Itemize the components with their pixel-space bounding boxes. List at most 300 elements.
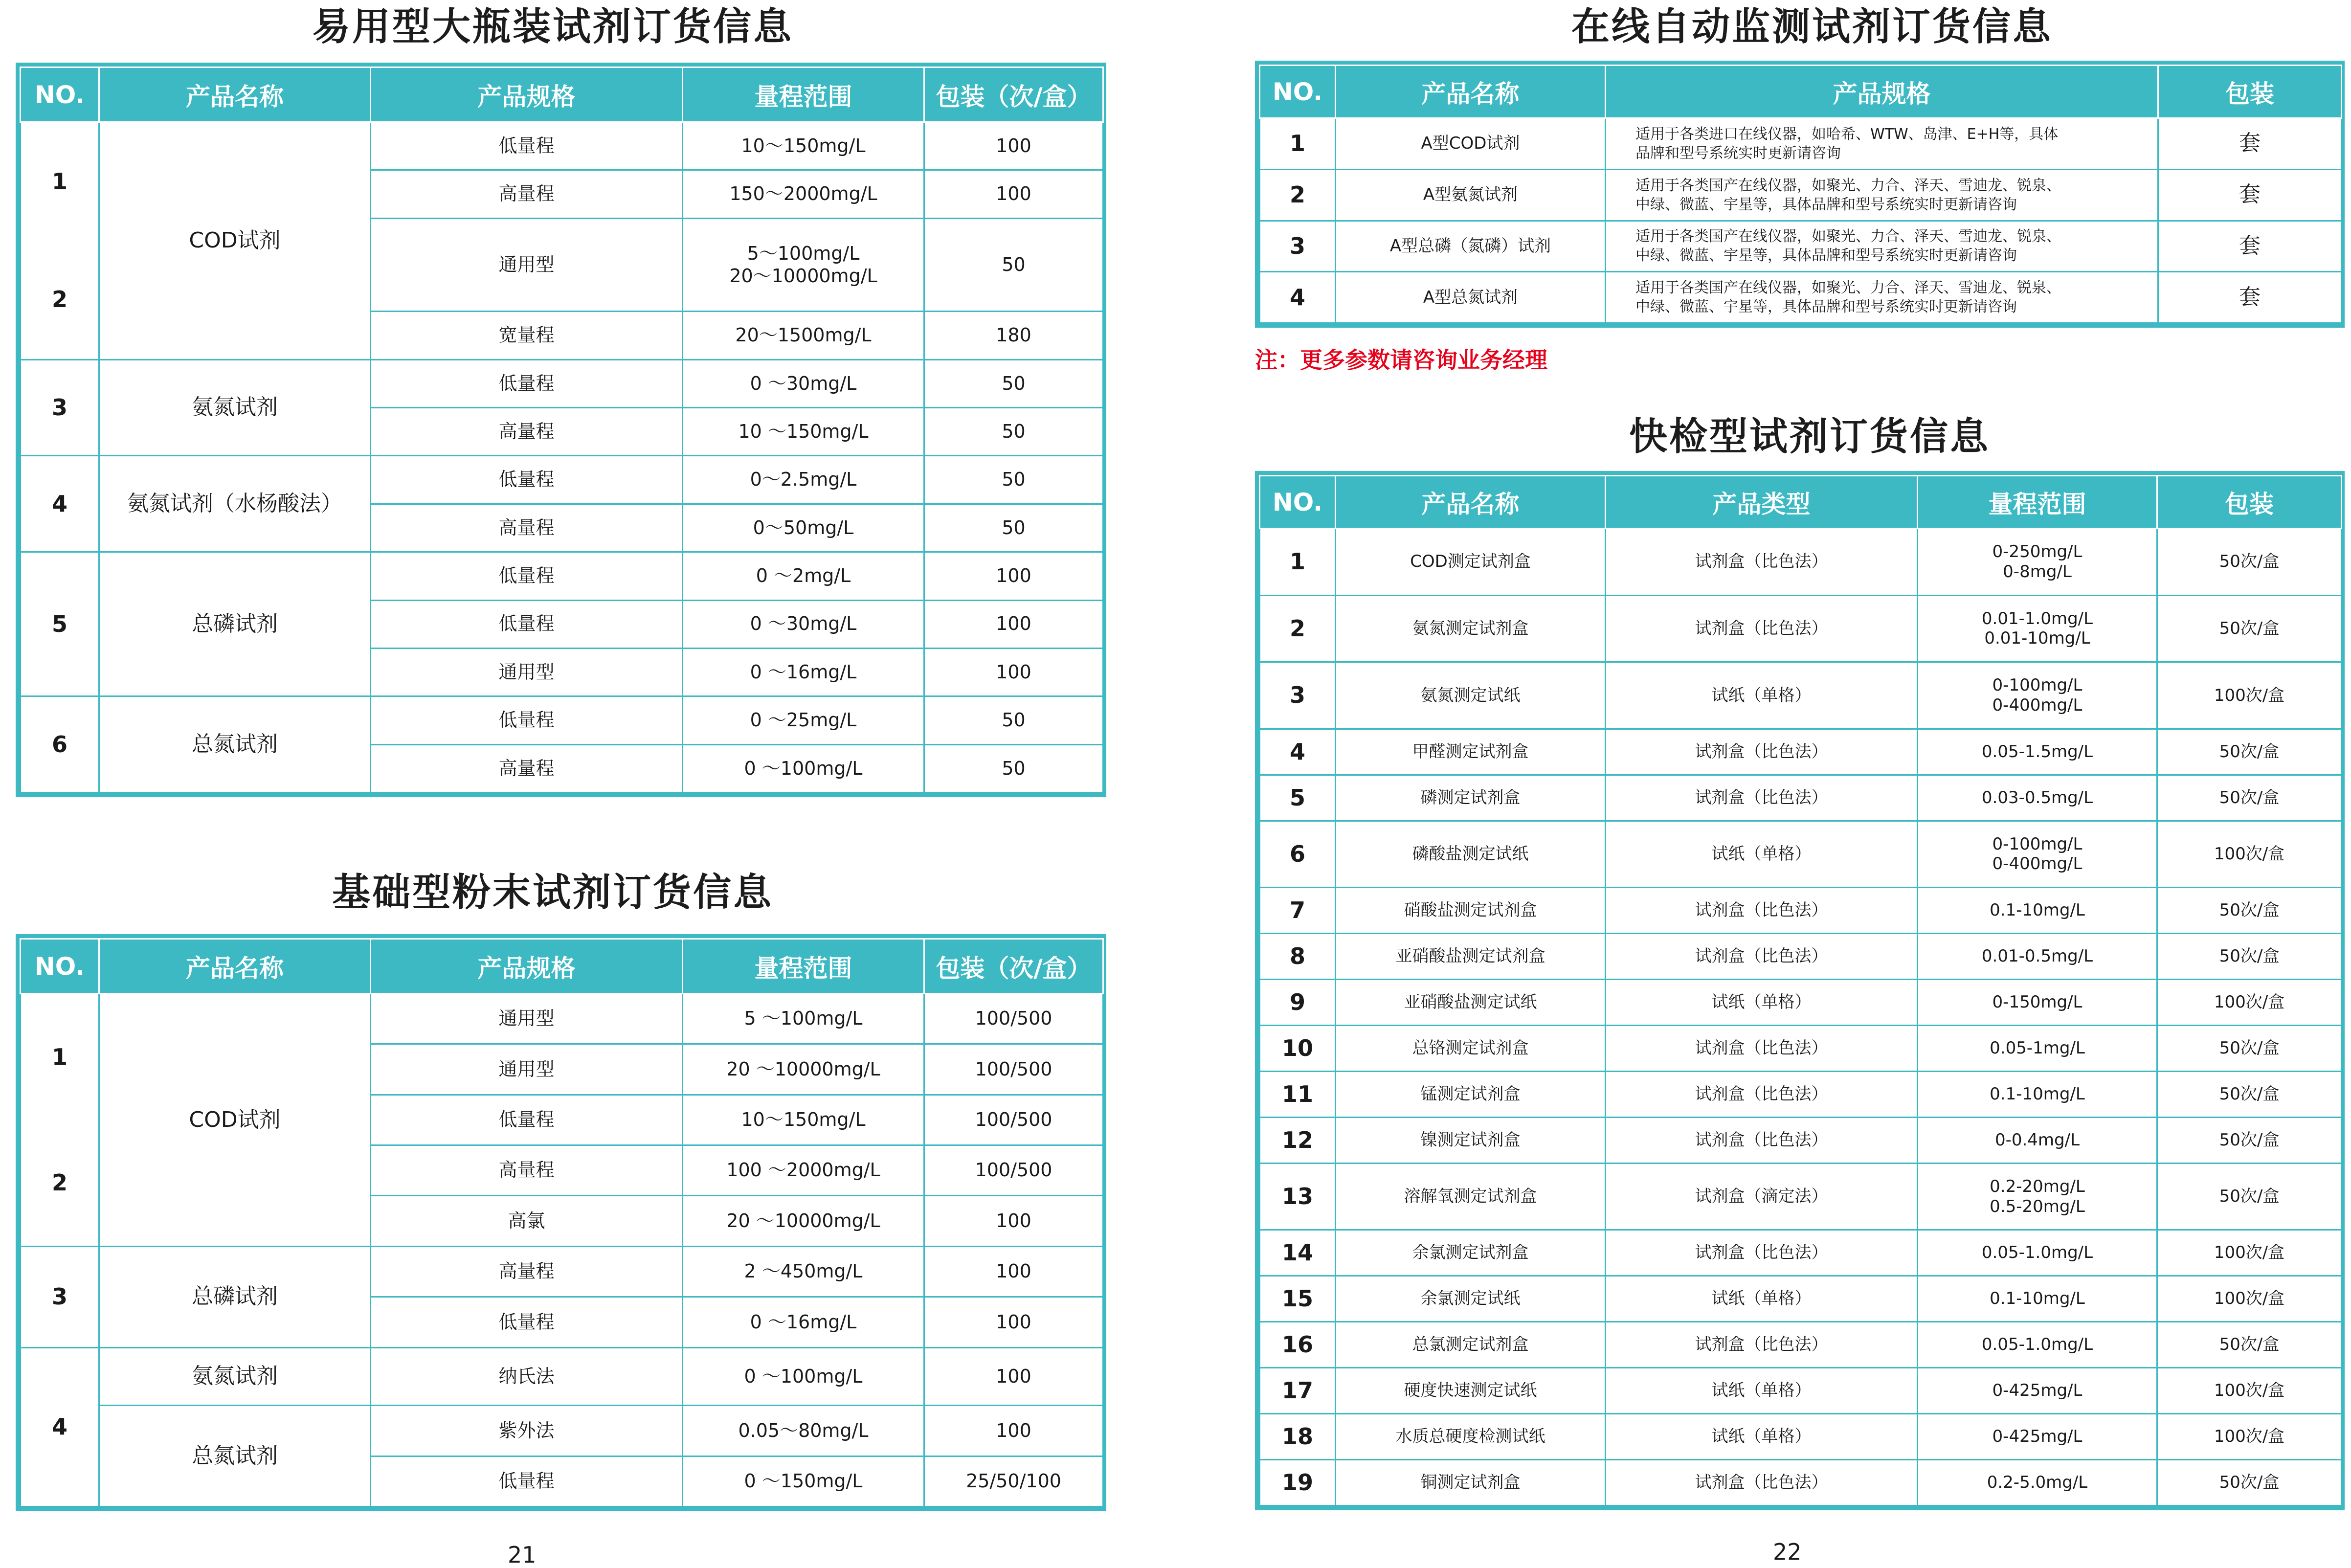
range-cell [683, 648, 924, 696]
product-type: 试纸（单格） [1606, 662, 1918, 729]
table-row [21, 456, 1103, 504]
package-value: 100 [924, 170, 1103, 218]
table-row [21, 696, 1103, 744]
package-value: 50 [924, 218, 1103, 312]
range-value: 0.2-20mg/L [1990, 1176, 2085, 1196]
column-header: 包装（次/盒） [924, 939, 1103, 994]
row-number: 8 [1260, 934, 1336, 980]
package-value: 100 [924, 1246, 1103, 1297]
product-name: 水质总硬度检测试纸 [1336, 1414, 1606, 1460]
product-type: 试纸（单格） [1606, 1276, 1918, 1322]
package-value: 100次/盒 [2157, 821, 2342, 888]
range-cell [1918, 1117, 2157, 1163]
product-type: 试剂盒（比色法） [1606, 888, 1918, 934]
page-number-right: 22 [1773, 1539, 1802, 1565]
range-value: 0.05-1.0mg/L [1981, 1335, 2093, 1355]
range-value: 0-250mg/L [1992, 541, 2082, 561]
product-name: 总磷试剂 [99, 552, 371, 696]
product-name: 甲醛测定试剂盒 [1336, 729, 1606, 775]
range-cell [1918, 1276, 2157, 1322]
row-number: 7 [1260, 888, 1336, 934]
product-name: 氨氮试剂（水杨酸法） [99, 456, 371, 552]
range-value: 0.05-1mg/L [1990, 1038, 2085, 1058]
table-row [21, 1406, 1103, 1456]
range-value: 0.1-10mg/L [1990, 900, 2085, 920]
product-spec: 通用型 [371, 648, 683, 696]
product-spec: 通用型 [371, 1044, 683, 1095]
column-header: 产品规格 [1606, 66, 2158, 118]
table3-title: 在线自动监测试剂订货信息 [1571, 5, 2053, 49]
range-cell [683, 456, 924, 504]
table4 [1255, 471, 2345, 1510]
product-name: 总氮试剂 [99, 696, 371, 793]
column-header: NO. [21, 67, 99, 122]
package-value: 50次/盒 [2157, 529, 2342, 596]
column-header: NO. [1260, 476, 1336, 529]
package-value: 100/500 [924, 1145, 1103, 1196]
table4-grid [1259, 475, 2342, 1506]
range-cell [1918, 821, 2157, 888]
row-number [21, 122, 99, 360]
table-row [1260, 729, 2342, 775]
range-cell [683, 1456, 924, 1506]
header-row [21, 67, 1103, 122]
range-cell [1918, 595, 2157, 662]
row-number: 1 [1260, 118, 1336, 170]
product-spec: 高量程 [371, 1145, 683, 1196]
package-value: 100次/盒 [2157, 1276, 2342, 1322]
row-number: 3 [1260, 221, 1336, 272]
table-row [1260, 775, 2342, 821]
row-number: 18 [1260, 1414, 1336, 1460]
package-value: 100 [924, 1297, 1103, 1347]
package-value: 50次/盒 [2157, 595, 2342, 662]
range-value: 0.05-1.5mg/L [1981, 741, 2093, 762]
column-header: 产品名称 [1336, 476, 1606, 529]
range-value: 0-100mg/L [1992, 834, 2082, 854]
product-spec: 高量程 [371, 1246, 683, 1297]
row-number-value: 5 [51, 610, 67, 637]
column-header: 量程范围 [683, 939, 924, 994]
table-row [1260, 1163, 2342, 1230]
package-value: 50次/盒 [2157, 1025, 2342, 1071]
package-value: 100次/盒 [2157, 1414, 2342, 1460]
product-name: 铜测定试剂盒 [1336, 1460, 1606, 1506]
row-number-value: 1 [51, 168, 67, 195]
column-header: 产品名称 [99, 67, 371, 122]
column-header: 产品名称 [1336, 66, 1606, 118]
product-type: 试剂盒（滴定法） [1606, 1163, 1918, 1230]
product-name: 磷测定试剂盒 [1336, 775, 1606, 821]
product-type: 试剂盒（比色法） [1606, 1460, 1918, 1506]
range-cell [683, 359, 924, 407]
range-value: 150～2000mg/L [729, 183, 877, 205]
column-header: 量程范围 [1918, 476, 2157, 529]
row-number: 2 [1260, 169, 1336, 221]
row-number: 3 [1260, 662, 1336, 729]
range-value: 0 ～25mg/L [750, 709, 857, 731]
row-number: 13 [1260, 1163, 1336, 1230]
package-value: 50 [924, 696, 1103, 744]
range-cell [1918, 529, 2157, 596]
table-row [1260, 169, 2342, 221]
table-row [21, 994, 1103, 1044]
product-spec: 低量程 [371, 1095, 683, 1145]
table3-grid [1259, 65, 2342, 324]
package-value: 100/500 [924, 1095, 1103, 1145]
range-value: 0-425mg/L [1992, 1427, 2082, 1447]
range-cell [683, 1145, 924, 1196]
range-cell [1918, 662, 2157, 729]
table-row [1260, 1414, 2342, 1460]
product-type: 试剂盒（比色法） [1606, 1117, 1918, 1163]
product-name: 总氮试剂 [99, 1406, 371, 1507]
table-row [1260, 529, 2342, 596]
spec-line-2: 品牌和型号系统实时更新请咨询 [1635, 144, 1841, 162]
column-header: 包装 [2157, 476, 2342, 529]
table2 [16, 934, 1106, 1511]
product-spec [1606, 272, 2158, 323]
range-value: 0-425mg/L [1992, 1381, 2082, 1401]
row-number-value: 2 [51, 286, 67, 313]
row-number-stack [24, 1348, 95, 1506]
product-name: 总氯测定试剂盒 [1336, 1322, 1606, 1368]
row-number: 15 [1260, 1276, 1336, 1322]
range-value: 0.2-5.0mg/L [1987, 1473, 2088, 1493]
row-number [21, 994, 99, 1247]
table2-grid [20, 938, 1104, 1507]
range-value: 0 ～16mg/L [750, 661, 857, 683]
package-value: 50次/盒 [2157, 1117, 2342, 1163]
table-row [1260, 1460, 2342, 1506]
range-cell [1918, 1230, 2157, 1276]
range-value: 0 ～100mg/L [744, 757, 863, 779]
range-value: 0-0.4mg/L [1994, 1130, 2080, 1150]
range-value: 0.1-10mg/L [1990, 1084, 2085, 1104]
range-value: 0.1-10mg/L [1990, 1289, 2085, 1309]
package-value: 100 [924, 552, 1103, 600]
product-name: A型总磷（氮磷）试剂 [1336, 221, 1606, 272]
row-number [21, 456, 99, 552]
product-name: 溶解氧测定试剂盒 [1336, 1163, 1606, 1230]
product-spec [1606, 221, 2158, 272]
range-value: 20 ～10000mg/L [726, 1210, 880, 1232]
table-row [1260, 118, 2342, 170]
product-type: 试剂盒（比色法） [1606, 1025, 1918, 1071]
row-number: 2 [1260, 595, 1336, 662]
package-value: 50次/盒 [2157, 1071, 2342, 1117]
package-value: 50 [924, 744, 1103, 792]
row-number-value: 1 [51, 1043, 67, 1070]
range-cell [683, 744, 924, 792]
range-value: 20～1500mg/L [735, 324, 872, 346]
range-value-2: 20～10000mg/L [729, 265, 877, 287]
product-name: 硝酸盐测定试剂盒 [1336, 888, 1606, 934]
product-name: 亚硝酸盐测定试纸 [1336, 980, 1606, 1026]
row-number: 11 [1260, 1071, 1336, 1117]
table-row [1260, 662, 2342, 729]
product-name: 氨氮试剂 [99, 359, 371, 456]
row-number [21, 359, 99, 456]
row-number: 14 [1260, 1230, 1336, 1276]
row-number: 5 [1260, 775, 1336, 821]
product-spec: 高氯 [371, 1196, 683, 1246]
product-type: 试纸（单格） [1606, 821, 1918, 888]
range-value-2: 0-8mg/L [2003, 561, 2072, 582]
table4-title: 快检型试剂订货信息 [1629, 415, 1990, 459]
row-number: 19 [1260, 1460, 1336, 1506]
package-value: 50次/盒 [2157, 934, 2342, 980]
table-row [1260, 888, 2342, 934]
product-spec: 低量程 [371, 1297, 683, 1347]
product-name: 亚硝酸盐测定试剂盒 [1336, 934, 1606, 980]
product-name: 磷酸盐测定试纸 [1336, 821, 1606, 888]
product-type: 试纸（单格） [1606, 1414, 1918, 1460]
range-cell [1918, 888, 2157, 934]
package-value: 100 [924, 648, 1103, 696]
column-header: 产品规格 [371, 939, 683, 994]
row-number-stack [24, 456, 95, 551]
row-number [21, 1347, 99, 1506]
package-value: 50次/盒 [2157, 888, 2342, 934]
range-value: 0～50mg/L [753, 516, 854, 538]
column-header: NO. [1260, 66, 1336, 118]
range-cell [683, 1246, 924, 1297]
product-type: 试剂盒（比色法） [1606, 1322, 1918, 1368]
row-number-value: 4 [51, 490, 67, 517]
spec-line-1: 适用于各类国产在线仪器，如聚光、力合、泽天、雪迪龙、锐泉、 [1635, 279, 2061, 297]
table-row [1260, 1230, 2342, 1276]
product-spec: 高量程 [371, 408, 683, 456]
table-row [1260, 272, 2342, 323]
row-number-stack [24, 994, 95, 1246]
table-row [1260, 821, 2342, 888]
range-cell [1918, 980, 2157, 1026]
product-spec: 低量程 [371, 696, 683, 744]
product-type: 试剂盒（比色法） [1606, 595, 1918, 662]
range-value: 0～2.5mg/L [750, 469, 857, 491]
spec-line-1: 适用于各类国产在线仪器，如聚光、力合、泽天、雪迪龙、锐泉、 [1635, 177, 2061, 194]
product-name: A型COD试剂 [1336, 118, 1606, 170]
range-cell [1918, 1368, 2157, 1414]
package-value: 100次/盒 [2157, 980, 2342, 1026]
column-header: 包装 [2158, 66, 2342, 118]
product-spec: 紫外法 [371, 1406, 683, 1456]
package-value: 50次/盒 [2157, 1322, 2342, 1368]
range-value: 0-150mg/L [1992, 992, 2082, 1012]
product-name: COD测定试剂盒 [1336, 529, 1606, 596]
table-row [21, 122, 1103, 170]
range-cell [1918, 1322, 2157, 1368]
row-number [21, 696, 99, 793]
range-value: 100 ～2000mg/L [726, 1159, 880, 1181]
product-type: 试纸（单格） [1606, 1368, 1918, 1414]
spec-line-1: 适用于各类国产在线仪器，如聚光、力合、泽天、雪迪龙、锐泉、 [1635, 228, 2061, 246]
package-value: 50 [924, 456, 1103, 504]
range-cell [683, 1196, 924, 1246]
range-value: 0 ～16mg/L [750, 1311, 857, 1333]
product-name: 总铬测定试剂盒 [1336, 1025, 1606, 1071]
package-value: 100 [924, 600, 1103, 648]
row-number: 10 [1260, 1025, 1336, 1071]
header-row [1260, 476, 2342, 529]
range-value-2: 0.01-10mg/L [1984, 628, 2090, 649]
table-row [21, 359, 1103, 407]
package-value: 50次/盒 [2157, 1163, 2342, 1230]
row-number-value: 3 [51, 394, 67, 421]
range-value: 2 ～450mg/L [744, 1260, 863, 1282]
product-spec: 通用型 [371, 218, 683, 312]
product-name: A型总氮试剂 [1336, 272, 1606, 323]
row-number-stack [24, 123, 95, 359]
product-name: 氨氮试剂 [99, 1347, 371, 1406]
product-spec: 低量程 [371, 1456, 683, 1506]
range-cell [683, 408, 924, 456]
range-cell [683, 1095, 924, 1145]
product-name: A型氨氮试剂 [1336, 169, 1606, 221]
column-header: 产品名称 [99, 939, 371, 994]
table-row [1260, 1276, 2342, 1322]
table-row [21, 1347, 1103, 1406]
range-value: 0 ～30mg/L [750, 372, 857, 394]
table-row [1260, 1025, 2342, 1071]
product-spec: 低量程 [371, 456, 683, 504]
column-header: 产品规格 [371, 67, 683, 122]
product-type: 试剂盒（比色法） [1606, 1071, 1918, 1117]
row-number: 6 [1260, 821, 1336, 888]
package-value: 套 [2158, 221, 2342, 272]
table-row [1260, 1071, 2342, 1117]
row-number-stack [24, 553, 95, 695]
range-value: 0.01-0.5mg/L [1981, 946, 2093, 966]
row-number-stack [24, 360, 95, 455]
range-value: 20 ～10000mg/L [726, 1058, 880, 1080]
product-spec [1606, 118, 2158, 170]
row-number: 12 [1260, 1117, 1336, 1163]
range-value: 10 ～150mg/L [738, 420, 869, 442]
package-value: 50次/盒 [2157, 775, 2342, 821]
spec-line-2: 中绿、微蓝、宇星等，具体品牌和型号系统实时更新请咨询 [1635, 247, 2017, 265]
table-row [21, 1246, 1103, 1297]
range-cell [1918, 775, 2157, 821]
range-value-2: 0-400mg/L [1992, 854, 2082, 874]
range-value-2: 0-400mg/L [1992, 695, 2082, 715]
product-type: 试剂盒（比色法） [1606, 529, 1918, 596]
product-type: 试剂盒（比色法） [1606, 775, 1918, 821]
product-spec: 低量程 [371, 552, 683, 600]
row-number: 4 [1260, 272, 1336, 323]
range-cell [1918, 1460, 2157, 1506]
header-row [21, 939, 1103, 994]
package-value: 100次/盒 [2157, 1368, 2342, 1414]
row-number-value: 6 [51, 731, 67, 758]
package-value: 100 [924, 1196, 1103, 1246]
row-number-value: 3 [51, 1283, 67, 1310]
table2-title: 基础型粉末试剂订货信息 [332, 871, 773, 915]
range-cell [683, 696, 924, 744]
product-name: 锰测定试剂盒 [1336, 1071, 1606, 1117]
product-name: 氨氮测定试纸 [1336, 662, 1606, 729]
range-value: 5～100mg/L [747, 242, 860, 264]
package-value: 50 [924, 359, 1103, 407]
table-row [1260, 934, 2342, 980]
range-value: 0 ～100mg/L [744, 1365, 863, 1387]
page-number-left: 21 [508, 1542, 537, 1568]
row-number [21, 1246, 99, 1347]
product-type: 试剂盒（比色法） [1606, 1230, 1918, 1276]
product-spec: 高量程 [371, 744, 683, 792]
table-row [1260, 1368, 2342, 1414]
package-value: 套 [2158, 272, 2342, 323]
product-name: 总磷试剂 [99, 1246, 371, 1347]
row-number-stack [24, 697, 95, 792]
product-name: 余氯测定试纸 [1336, 1276, 1606, 1322]
product-name: 镍测定试剂盒 [1336, 1117, 1606, 1163]
range-value: 0-100mg/L [1992, 675, 2082, 695]
product-name: COD试剂 [99, 122, 371, 360]
column-header: 产品类型 [1606, 476, 1918, 529]
range-value: 0 ～150mg/L [744, 1470, 863, 1492]
product-name: 硬度快速测定试纸 [1336, 1368, 1606, 1414]
range-value: 0 ～30mg/L [750, 613, 857, 635]
table-row [21, 552, 1103, 600]
row-number-stack [24, 1247, 95, 1347]
range-cell [1918, 1163, 2157, 1230]
package-value: 100 [924, 1347, 1103, 1406]
product-name: 余氯测定试剂盒 [1336, 1230, 1606, 1276]
range-cell [683, 994, 924, 1044]
package-value: 50次/盒 [2157, 729, 2342, 775]
product-spec: 宽量程 [371, 312, 683, 359]
spec-line-2: 中绿、微蓝、宇星等，具体品牌和型号系统实时更新请咨询 [1635, 298, 2017, 316]
range-value: 10～150mg/L [741, 1109, 866, 1131]
package-value: 50次/盒 [2157, 1460, 2342, 1506]
range-value-2: 0.5-20mg/L [1990, 1196, 2085, 1216]
table1-title: 易用型大瓶装试剂订货信息 [312, 5, 793, 49]
package-value: 套 [2158, 118, 2342, 170]
package-value: 100次/盒 [2157, 1230, 2342, 1276]
range-cell [683, 1347, 924, 1406]
product-type: 试剂盒（比色法） [1606, 934, 1918, 980]
package-value: 100 [924, 1406, 1103, 1456]
range-cell [1918, 729, 2157, 775]
row-number: 9 [1260, 980, 1336, 1026]
range-value: 0.05-1.0mg/L [1981, 1243, 2093, 1263]
column-header: NO. [21, 939, 99, 994]
row-number-value: 2 [51, 1169, 67, 1196]
range-value: 5 ～100mg/L [744, 1008, 863, 1030]
spec-line-1: 适用于各类进口在线仪器，如哈希、WTW、岛津、E+H等，具体 [1635, 125, 2059, 143]
spec-line-2: 中绿、微蓝、宇星等，具体品牌和型号系统实时更新请咨询 [1635, 196, 2017, 213]
range-cell [683, 1406, 924, 1456]
range-cell [683, 1297, 924, 1347]
product-spec: 低量程 [371, 122, 683, 170]
range-cell [1918, 1071, 2157, 1117]
table-row [1260, 1322, 2342, 1368]
range-cell [683, 170, 924, 218]
row-number: 1 [1260, 529, 1336, 596]
table-row [1260, 221, 2342, 272]
range-cell [683, 1044, 924, 1095]
product-spec: 通用型 [371, 994, 683, 1044]
product-name: 氨氮测定试剂盒 [1336, 595, 1606, 662]
product-type: 试纸（单格） [1606, 980, 1918, 1026]
table1 [16, 63, 1106, 797]
range-cell [683, 504, 924, 552]
package-value: 100 [924, 122, 1103, 170]
package-value: 180 [924, 312, 1103, 359]
product-spec: 高量程 [371, 170, 683, 218]
